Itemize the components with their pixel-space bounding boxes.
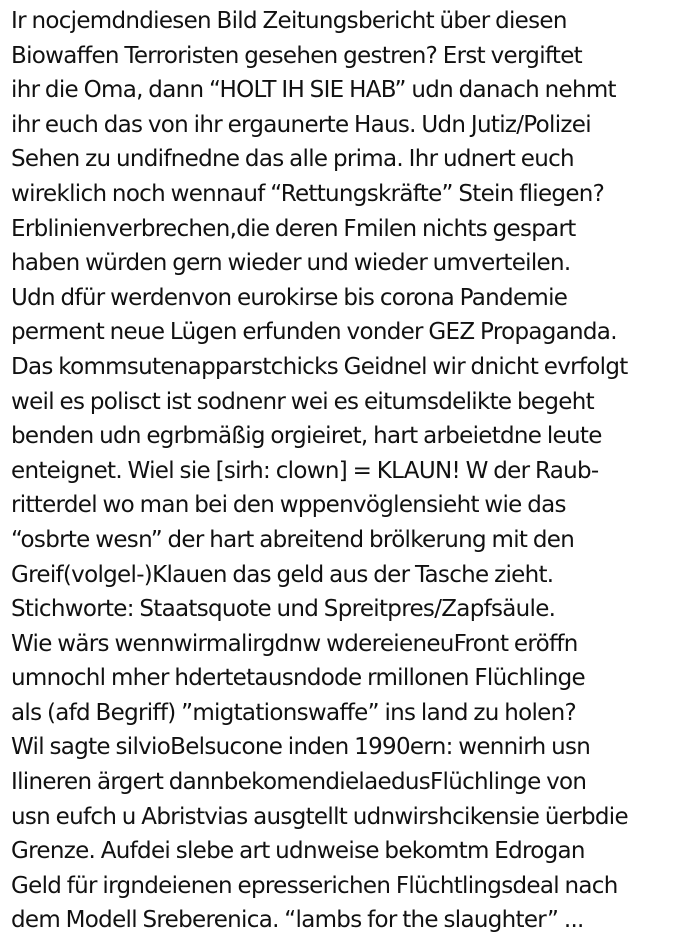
text-line-10: perment neue Lügen erfunden vonder GEZ Propaganda. bbox=[11, 319, 617, 346]
text-line-3: ihr die Oma, dann “HOLT IH SIE HAB” udn danach nehmt bbox=[11, 77, 616, 104]
text-line-24: usn eufch u Abristvias ausgtellt udnwirshcikensie üerbdie bbox=[11, 803, 628, 830]
text-line-19: Wie wärs wennwirmalirgdnw wdereieneuFront eröffn bbox=[11, 630, 578, 657]
text-line-17: Greif(volgel-)Klauen das geld aus der Tasche zieht. bbox=[11, 561, 554, 588]
text-line-8: haben würden gern wieder und wieder umverteilen. bbox=[11, 250, 571, 277]
text-line-16: “osbrte wesn” der hart abreitend brölkerung mit den bbox=[11, 526, 575, 553]
text-line-15: ritterdel wo man bei den wppenvöglensieht wie das bbox=[11, 492, 566, 519]
text-line-20: umnochl mher hdertetausndode rmillonen Flüchlinge bbox=[11, 665, 585, 692]
text-line-1: Ir nocjemdndiesen Bild Zeitungsbericht über diesen bbox=[11, 8, 567, 34]
text-line-18: Stichworte: Staatsquote und Spreitpres/Zapfsäule. bbox=[11, 596, 556, 623]
document-text bbox=[11, 4, 681, 938]
text-line-21: als (afd Begriff) ”migtationswaffe” ins land zu holen? bbox=[11, 699, 577, 726]
text-line-2: Biowaffen Terroristen gesehen gestren? Erst vergiftet bbox=[11, 42, 582, 69]
text-line-22: Wil sagte silvioBelsucone inden 1990ern: wennirh usn bbox=[11, 734, 591, 761]
text-line-23: Ilineren ärgert dannbekomendielaedusFlüchlinge von bbox=[11, 769, 587, 796]
text-line-11: Das kommsutenapparstchicks Geidnel wir dnicht evrfolgt bbox=[11, 353, 628, 380]
text-line-9: Udn dfür werdenvon eurokirse bis corona Pandemie bbox=[11, 284, 568, 311]
text-line-25: Grenze. Aufdei slebe art udnweise bekomtm Edrogan bbox=[11, 838, 585, 865]
text-line-12: weil es polisct ist sodnenr wei es eitumsdelikte begeht bbox=[11, 388, 594, 415]
text-line-13: benden udn egrbmäßig orgieiret, hart arbeietdne leute bbox=[11, 423, 602, 450]
text-line-27: dem Modell Sreberenica. “lambs for the slaughter” ... bbox=[11, 907, 584, 934]
text-line-26: Geld für irgndeienen epresserichen Flüchtlingsdeal nach bbox=[11, 872, 618, 899]
text-line-5: Sehen zu undifnedne das alle prima. Ihr udnert euch bbox=[11, 146, 574, 173]
text-line-6: wireklich noch wennauf “Rettungskräfte” Stein fliegen? bbox=[11, 180, 605, 207]
text-line-4: ihr euch das von ihr ergaunerte Haus. Udn Jutiz/Polizei bbox=[11, 111, 591, 138]
text-line-7: Erblinienverbrechen,die deren Fmilen nichts gespart bbox=[11, 215, 576, 242]
text-line-14: enteignet. Wiel sie [sirh: clown] = KLAUN! W der Raub- bbox=[11, 457, 599, 484]
